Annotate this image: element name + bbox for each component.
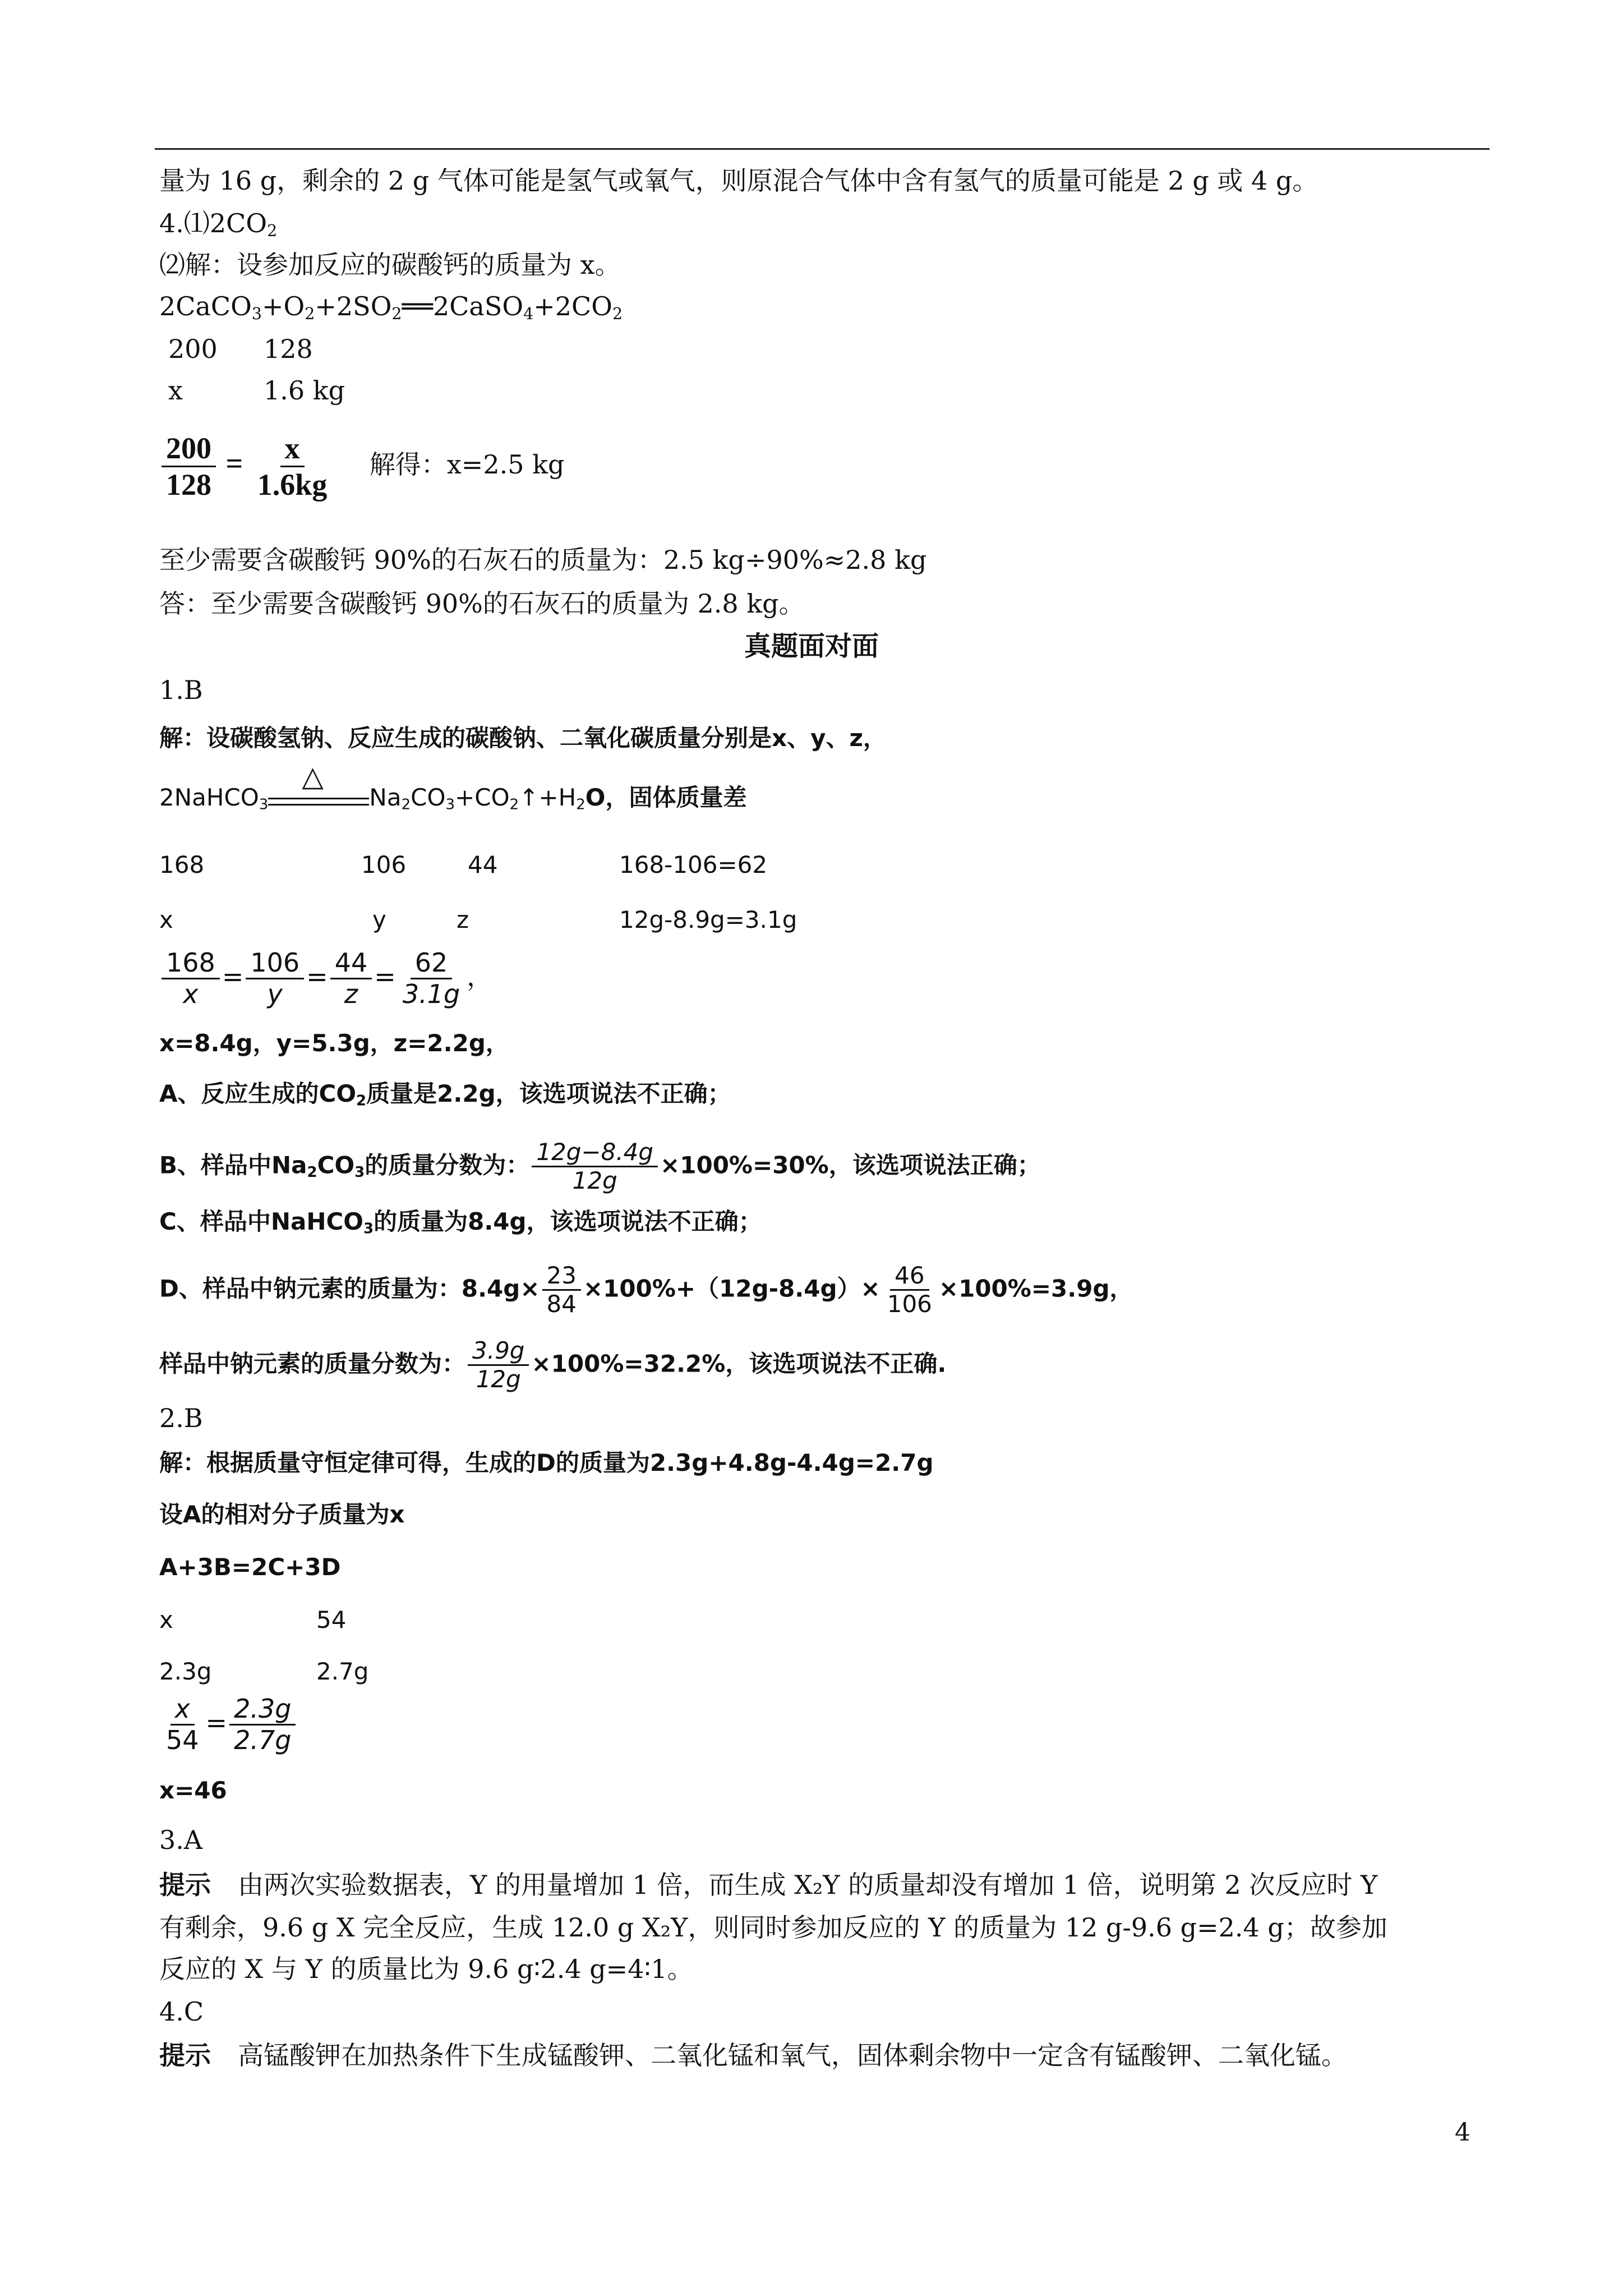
question-label: 2.B [159, 1403, 203, 1433]
answer-line: 答：至少需要含碳酸钙 90%的石灰石的质量为 2.8 kg。 [159, 588, 805, 619]
hint-line: 有剩余，9.6 g X 完全反应，生成 12.0 g X₂Y，则同时参加反应的 Y 的质量为 12 g-9.6 g=2.4 g；故参加 [159, 1912, 1387, 1943]
option-a: A、反应生成的$CO_2$质量是2.2g，该选项说法不正确； [159, 1080, 731, 1110]
chem-equation: $2CaCO_3+O_2+2SO_2══2CaSO_4+2CO_2$ [159, 291, 623, 324]
header-rule [155, 148, 1490, 150]
ratio-row: 200 128 [168, 334, 313, 364]
proportion: $\frac{x}{54}$ = $\frac{2.3g}{2.7g}$ [159, 1694, 298, 1755]
hint-line: 提示 由两次实验数据表，Y 的用量增加 1 倍，而生成 X₂Y 的质量却没有增加 1 倍，说明第 2 次反应时 Y [159, 1870, 1378, 1900]
ratio-row: x 54 [159, 1606, 347, 1634]
question-label: 1.B [159, 675, 203, 705]
ratio-row: 168 106 44 168-106=62 [159, 851, 768, 878]
option-d: D、样品中钠元素的质量为：8.4g× $\frac{23}{84}$ ×100%+（12g-8.4g）× $\frac{46}{106}$ ×100%=3.9g， [159, 1262, 1133, 1318]
chem-equation: A+3B=2C+3D [159, 1553, 341, 1581]
heat-arrow: △ [268, 792, 369, 806]
section-title: 真题面对面 [744, 631, 879, 662]
option-c: C、样品中NaHCO$_3$的质量为8.4g，该选项说法不正确； [159, 1208, 762, 1237]
proportion: $\frac{168}{x}$ = $\frac{106}{y}$ = $\frac{44}{z}$ = $\frac{62}{3.1g}$ ， [159, 948, 492, 1009]
page-number: 4 [1455, 2118, 1470, 2147]
solution-line: 解：设碳酸氢钠、反应生成的碳酸钠、二氧化碳质量分别是x、y、z， [159, 724, 887, 752]
solution-line: x=8.4g，y=5.3g，z=2.2g， [159, 1029, 509, 1057]
q4-part2: ⑵解：设参加反应的碳酸钙的质量为 x。 [159, 250, 621, 280]
fraction: $\frac{x}{1.6kg}$ [257, 431, 328, 502]
ratio-row: 2.3g 2.7g [159, 1658, 369, 1685]
option-b: B、样品中$Na_2CO_3$的质量分数为： $\frac{12g-8.4g}{12g}$ ×100%=30%，该选项说法正确； [159, 1138, 1041, 1195]
solution-line: 设A的相对分子质量为x [159, 1501, 405, 1528]
q4-part1: $4.⑴2CO_2$ [159, 208, 278, 241]
text-line: 至少需要含碳酸钙 90%的石灰石的质量为：2.5 kg÷90%≈2.8 kg [159, 545, 927, 575]
solution-line: 解：根据质量守恒定律可得，生成的D的质量为2.3g+4.8g-4.4g=2.7g [159, 1449, 934, 1476]
solution-line: x=46 [159, 1777, 227, 1804]
proportion: $\frac{200}{128}$ = $\frac{x}{1.6kg}$ 解得：x=2.5 kg [159, 431, 564, 502]
ratio-row: x 1.6 kg [168, 375, 345, 406]
text-line: 量为 16 g，剩余的 2 g 气体可能是氢气或氧气，则原混合气体中含有氢气的质量可能是 2 g 或 4 g。 [159, 165, 1318, 196]
option-d-cont: 样品中钠元素的质量分数为： $\frac{3.9g}{12g}$ ×100%=32.2%，该选项说法不正确. [159, 1337, 947, 1393]
question-label: 4.C [159, 1996, 204, 2027]
question-label: 3.A [159, 1825, 203, 1855]
fraction: $\frac{200}{128}$ [162, 431, 216, 502]
hint-line: 反应的 X 与 Y 的质量比为 9.6 g∶2.4 g=4∶1。 [159, 1954, 693, 1984]
chem-equation: 2NaHCO$_3$ △ $Na_2CO_3+CO_2↑+H_2O$，固体质量差 [159, 760, 747, 813]
hint-line: 提示 高锰酸钾在加热条件下生成锰酸钾、二氧化锰和氧气，固体剩余物中一定含有锰酸钾、二氧化锰。 [159, 2040, 1347, 2070]
ratio-row: x y z 12g-8.9g=3.1g [159, 906, 797, 933]
